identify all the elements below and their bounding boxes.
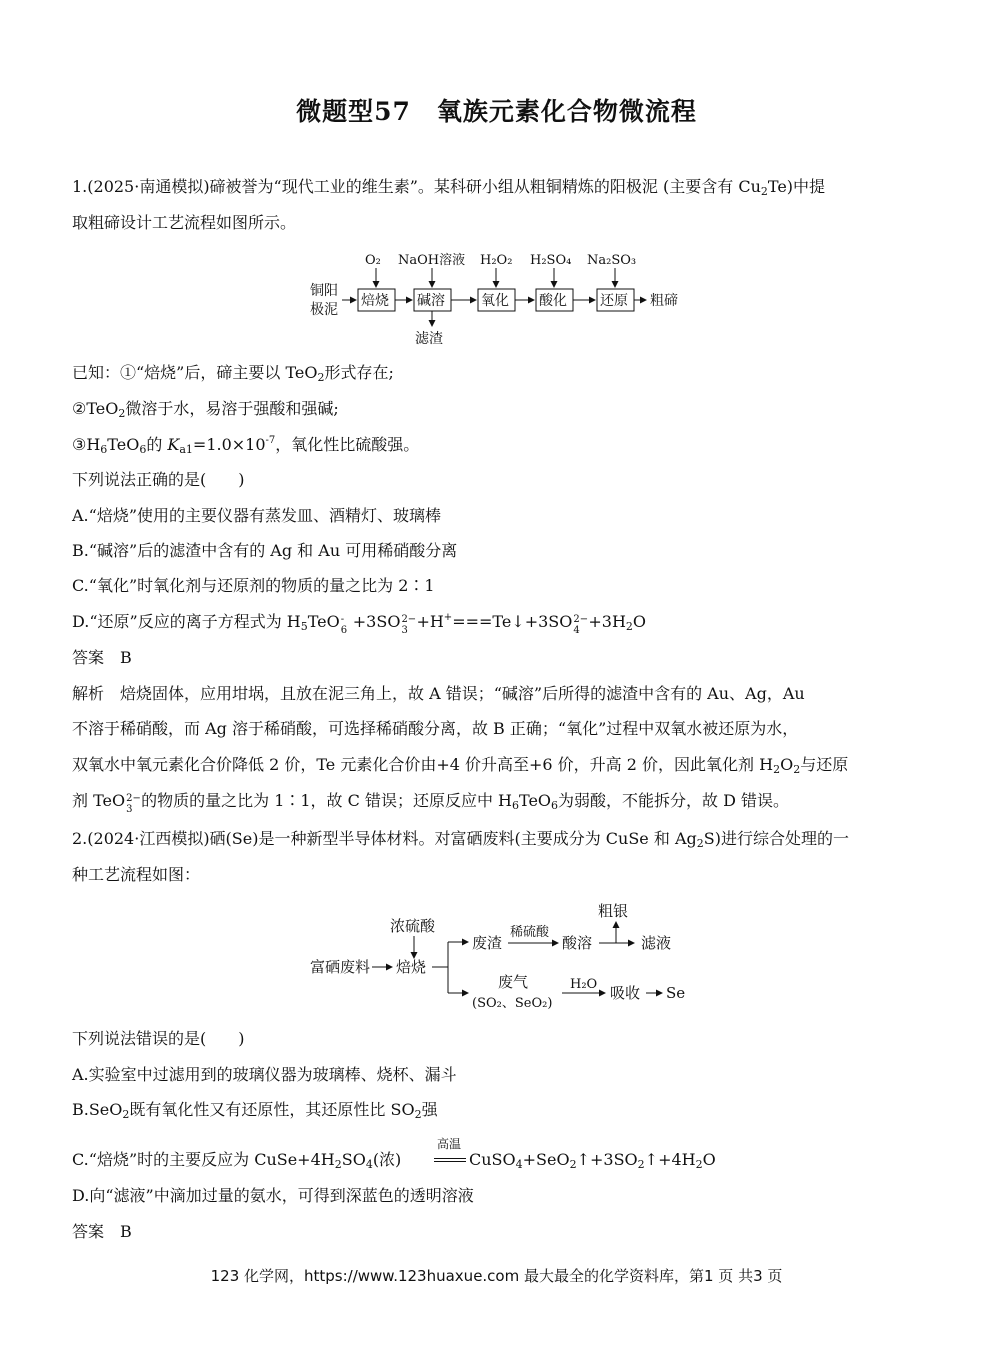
q2-gas: 废气 (498, 973, 529, 991)
q2-filtrate: 滤液 (641, 934, 672, 952)
q2-roast: 焙烧 (396, 958, 427, 976)
q1-explanation-1: 解析 焙烧固体，应用坩埚，且放在泥三角上，故 A 错误；“碱溶”后所得的滤渣中含有的 Au、Ag，Au (72, 684, 805, 703)
q1-option-d: D.“还原”反应的离子方程式为 $H_5TeO$ - 6 +3SO 2− 3 +H+===Te↓+3SO 2− 4 $+3H_2O$ (72, 612, 647, 636)
q2-option-c-condition: 高温 (437, 1137, 462, 1151)
q2-reagent-top: 浓硫酸 (390, 917, 436, 935)
q1-question: 下列说法正确的是( ) (72, 470, 245, 489)
q2-option-c-right: $CuSO_4+SeO_2↑+3SO_2↑+4H_2O$ (469, 1150, 716, 1171)
q1-reagent-2: NaOH溶液 (398, 253, 466, 268)
q1-step-5: 还原 (600, 293, 628, 309)
q2-se: Se (666, 984, 686, 1002)
q1-option-c: C.“氧化”时氧化剂与还原剂的物质的量之比为 2∶1 (72, 576, 435, 595)
page-footer: 123 化学网，https://www.123huaxue.com 最大最全的化学资料库，第1 页 共3 页 (210, 1267, 783, 1285)
q1-start-1: 铜阳 (310, 283, 338, 299)
q1-stem-line1: 1.(2025·南通模拟)碲被誉为“现代工业的维生素”。某科研小组从粗铜精炼的阳极泥 (主要含有 $Cu_2Te$)中提 (72, 177, 826, 198)
q1-known-3: $③H_6TeO_6$的 $K_{a1}=1.0\times 10^{-7}$，氧化性比硫酸强。 (72, 435, 420, 456)
page-title: 微题型57 氧族元素化合物微流程 (296, 97, 697, 126)
q1-step-2: 碱溶 (417, 293, 445, 309)
q2-gas-composition: (SO₂、SeO₂) (472, 996, 553, 1011)
q1-product: 粗碲 (650, 293, 678, 309)
q2-option-c-equals-sign (434, 1158, 466, 1162)
q1-flowchart (300, 246, 700, 348)
q1-known-2: ②TeO$_2$微溶于水，易溶于强酸和强碱; (72, 399, 339, 420)
q1-explanation-2: 不溶于稀硝酸，而 Ag 溶于稀硝酸，可选择稀硝酸分离，故 B 正确；“氧化”过程中双氧水被还原为水， (72, 719, 799, 738)
q2-stem-line1: 2.(2024·江西模拟)硒(Se)是一种新型半导体材料。对富硒废料(主要成分为 CuSe 和 $Ag_2S$)进行综合处理的一 (72, 829, 849, 850)
q1-answer: 答案 B (72, 648, 132, 667)
q2-answer: 答案 B (72, 1222, 132, 1241)
q2-water: H₂O (570, 977, 598, 992)
q2-dilute-acid: 稀硫酸 (510, 925, 550, 940)
q2-option-a: A.实验室中过滤用到的玻璃仪器为玻璃棒、烧杯、漏斗 (72, 1065, 457, 1084)
q2-residue: 废渣 (472, 934, 503, 952)
q1-reagent-5: Na₂SO₃ (587, 253, 637, 268)
q1-step-4: 酸化 (539, 293, 567, 309)
q2-option-d: D.向“滤液”中滴加过量的氨水，可得到深蓝色的透明溶液 (72, 1186, 474, 1205)
q2-question: 下列说法错误的是( ) (72, 1029, 245, 1048)
q2-flowchart (300, 896, 700, 1018)
q1-start-2: 极泥 (310, 302, 338, 318)
q1-byproduct: 滤渣 (415, 331, 443, 347)
q2-option-c-left: C.“焙烧”时的主要反应为 $CuSe+4H_2SO_4$(浓) (72, 1150, 402, 1171)
q2-acid-dissolve: 酸溶 (562, 934, 593, 952)
q1-step-1: 焙烧 (361, 293, 389, 309)
q2-stem-line2: 种工艺流程如图： (72, 865, 201, 884)
q1-reagent-1: O₂ (365, 253, 381, 268)
q2-start: 富硒废料 (310, 958, 371, 976)
q2-absorb: 吸收 (610, 984, 641, 1002)
q1-reagent-3: H₂O₂ (480, 253, 513, 268)
q1-option-b: B.“碱溶”后的滤渣中含有的 Ag 和 Au 可用稀硝酸分离 (72, 541, 458, 560)
q1-step-3: 氧化 (481, 293, 509, 309)
q1-option-a: A.“焙烧”使用的主要仪器有蒸发皿、酒精灯、玻璃棒 (72, 506, 442, 525)
q1-explanation-4: 剂 TeO 2− 3 的物质的量之比为 1∶1，故 C 错误；还原反应中 $H_6TeO_6$为弱酸，不能拆分，故 D 错误。 (72, 791, 790, 815)
q1-reagent-4: H₂SO₄ (530, 253, 572, 268)
q1-explanation-3: 双氧水中氧元素化合价降低 2 价，Te 元素化合价由+4 价升高至+6 价，升高 2 价，因此氧化剂 $H_2O_2$与还原 (72, 755, 849, 776)
q1-known-1: 已知：①“焙烧”后，碲主要以 TeO$_2$形式存在; (72, 363, 394, 384)
q2-crude-silver: 粗银 (598, 902, 629, 920)
q2-option-b: B.SeO$_2$既有氧化性又有还原性，其还原性比 $SO_2$强 (72, 1100, 438, 1121)
q1-stem-line2: 取粗碲设计工艺流程如图所示。 (72, 213, 297, 232)
